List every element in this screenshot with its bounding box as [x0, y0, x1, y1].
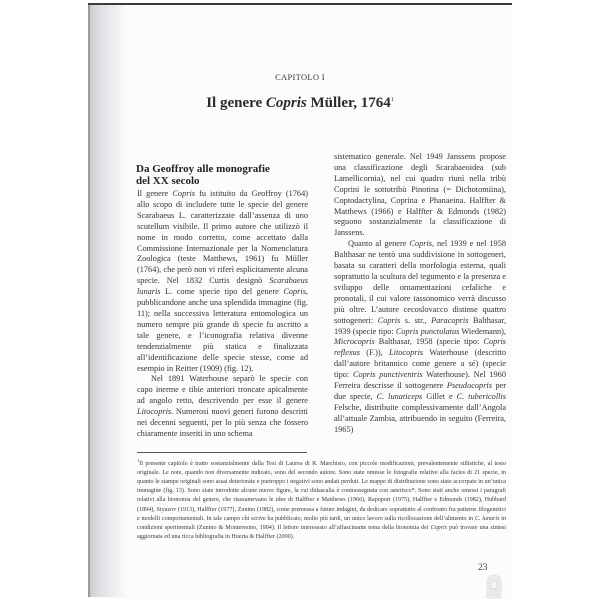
- text-run: L. come specie tipo del genere: [160, 287, 284, 297]
- text-run: fu istituito da Geoffroy (1764) allo scopo di includere tutte le specie del genere Scarabaeus L. caratterizzate dall’assenza di uno scutellum visibile. Il primo autore che utilizzò il nome in modo corretto, come accettato dalla Commissione Internazionale per la Nomenclatura Zoologica (teste Matthews, 1961) fu Müller (1764), che però non vi riferì esplicitamente alcuna specie. Nel 1832 Curtis designò: [137, 189, 308, 286]
- chapter-title-genus: Copris: [265, 95, 307, 111]
- text-run: per due specie,: [334, 381, 506, 401]
- text-run: Quanto al genere: [348, 239, 410, 249]
- italic-term: Copris: [409, 239, 432, 249]
- italic-term: Litocopris: [137, 407, 172, 417]
- italic-term: C. lunaticeps: [376, 391, 423, 401]
- italic-term: Paracopris: [431, 315, 469, 325]
- footnote: [137, 456, 506, 542]
- text-run: Nel 1891 Waterhouse separò le specie con capo inerme e tibie anteriori troncate apicalmente ad angolo retto, descrivendo per esse il genere: [137, 374, 308, 406]
- chapter-label: CAPITOLO I: [275, 72, 325, 82]
- paragraph: [334, 239, 506, 435]
- chapter-footnote-mark[interactable]: 1: [390, 97, 394, 103]
- sphinx-watermark-icon: [481, 572, 507, 600]
- right-column: [334, 152, 506, 436]
- paragraph: [137, 374, 308, 439]
- text-run: Il genere: [137, 189, 173, 198]
- footnote-separator: [137, 452, 307, 453]
- italic-term: Microcopris: [334, 337, 375, 347]
- text-run: Felsche, distribuite complessivamente dall’Angola all’attuale Zambia, attribuendo in seguito (Ferreira, 1965): [334, 402, 506, 434]
- text-run: sistematico generale. Nel 1949 Janssens propose una classificazione degli Scarabaeoidea (sub Lamellicornia), nel cui quadro riunì nella tribù Coprini le sottotribù Pinotina (= Dichotomiina), Coptodactylina, Coprina e Phanaeina. Halffter & Matthews (1966) e Halffter & Edmonds (1982) seguono sostanzialmente la classificazione di Janssens.: [334, 152, 506, 238]
- italic-term: Copris punctiventris: [352, 370, 423, 380]
- italic-term: Copris: [377, 315, 401, 325]
- text-run: Wiedemann),: [459, 326, 506, 336]
- text-run: Balthasar, 1939 (specie tipo:: [334, 315, 507, 336]
- italic-term: Copris: [283, 287, 306, 297]
- italic-term: Copris reflexus: [334, 337, 506, 358]
- paragraph: [334, 152, 506, 239]
- footnote-text: [137, 461, 506, 540]
- text-run: Gillet e: [422, 391, 457, 401]
- page-gutter-shading: [88, 5, 128, 597]
- text-run: Waterhouse (descritto dall’autore britannico come genere a sé) (specie tipo:: [334, 348, 506, 380]
- text-run: . Numerosi nuovi generi furono descritti nei decenni seguenti, per lo più senza che fossero chiaramente inseriti in uno schema: [137, 407, 308, 438]
- text-run: Balthasar, 1958 (specie tipo:: [374, 337, 484, 347]
- text-run: , nel 1939 e nel 1958 Balthasar ne tentò una suddivisione in sottogeneri, basata su caratteri della morfologia esterna, quali soprattutto la scultura del tegumento e la presenza e sviluppo delle ornamentazioni cefaliche e pronotali, il cui valore tassonomico verrà discusso più oltre. L’autore cecoslovacco distinse quattro sottogeneri:: [334, 239, 507, 325]
- italic-term: C. lunaris: [474, 515, 500, 522]
- footnote-mark: 1: [137, 458, 140, 463]
- italic-term: Copris: [430, 524, 448, 531]
- text-run: in condizioni sperimentali (Zunino & Monteresino, 1994). Il lettore interessato all’affascinante tema della bionomia dei: [137, 515, 506, 531]
- section-heading: [136, 163, 316, 187]
- page-number: 23: [478, 563, 488, 573]
- chapter-title-prefix: Il genere: [206, 95, 266, 111]
- chapter-title-suffix: Müller, 1764: [306, 95, 391, 111]
- page-binding-edge: [88, 5, 90, 597]
- section-heading-line-1: Da Geoffroy alle monografie: [136, 163, 270, 175]
- italic-term: Pseudocopris: [446, 381, 492, 391]
- text-run: , pubblicandone anche una splendida immagine (fig. 11); nella successiva letteratura entomologica un numero sempre più grande di specie fu ascritto a tale genere, e l’iconografia relativa divenne tendenzialmente più statica e finalizzata all’identificazione delle specie stesse, come ad esempio in Reitter (1909) (fig. 12).: [137, 287, 308, 373]
- text-run: s. str.,: [400, 315, 432, 325]
- italic-term: Copris punctulatus: [395, 326, 460, 336]
- text-run: (F.)),: [359, 348, 390, 358]
- text-run: Waterhouse). Nel 1960 Ferreira descrisse il sottogenere: [334, 370, 506, 391]
- section-heading-line-2: del XX secolo: [136, 175, 200, 187]
- text-run: Il presente capitolo è tratto sostanzialmente dalla Tesi di Laurea di R. Marchisio, con piccole modificazioni, prevalentemente stilistiche, al testo originale. Le note, quando non diversamente indicato, sono del secondo autore. Sono state omesse le fotografie relative alla facies di 21 specie, in quanto le stampe originali sono assai deteriorate e purtroppo i negativi sono andati perduti. Le mappe di distribuzione sono state accorpate in un’unica immagine (fig. 13). Sono state introdotte alcune nuove figure, la cui didascalia è contrassegnata con asterisco*. Sono stati anche omessi i paragrafi relativi alla bionomia del genere, che riassumevano le idee di Halffter e Matthews (1966), Rapoport (1975), Halffter e Edmonds (1982), Hubbard (1894), Siyazov (1913), Halffter (1977), Zunino (1982), come premessa a future indagini, da dedicare soprattutto al confronto fra patterns filogenetici e modelli comportamentali. In tale campo chi scrive ha pubblicato, molto più tardi, un unico lavoro sulla ricollocazione dell’alimento in: [137, 461, 506, 522]
- paragraph: [137, 189, 308, 374]
- italic-term: C. tubericollis: [456, 391, 506, 401]
- italic-term: Copris: [172, 189, 195, 198]
- italic-term: Litocopris: [389, 348, 424, 358]
- italic-term: Scarabaeus lunaris: [137, 276, 308, 297]
- left-column: [137, 189, 308, 440]
- text-run: può trovare una sintesi aggiornata ed una ricca bibliografia in Huerta & Halffter (2000).: [137, 524, 506, 540]
- chapter-title: [0, 95, 600, 112]
